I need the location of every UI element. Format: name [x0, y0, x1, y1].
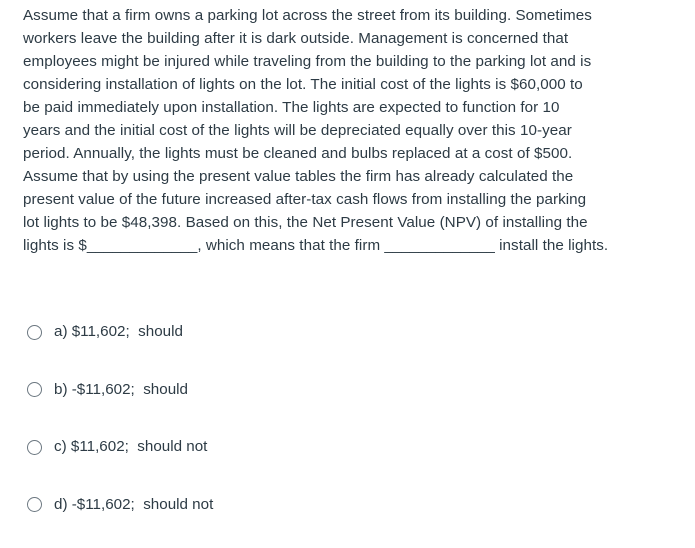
answer-label-a: a) $11,602; should	[54, 323, 183, 340]
question-line: years and the initial cost of the lights will be depreciated equally over this 10-year	[23, 122, 572, 139]
question-line: present value of the future increased after-tax cash flows from installing the parking	[23, 191, 587, 208]
radio-button-d[interactable]	[27, 497, 42, 512]
answer-option-b[interactable]	[27, 376, 213, 404]
answer-option-a[interactable]	[27, 318, 213, 346]
answer-label-c: c) $11,602; should not	[54, 438, 208, 455]
question-line: be paid immediately upon installation. The lights are expected to function for 10	[23, 99, 560, 116]
radio-button-b[interactable]	[27, 382, 42, 397]
question-line: Assume that by using the present value tables the firm has already calculated the	[23, 168, 574, 185]
question-line: considering installation of lights on the lot. The initial cost of the lights is $60,000 to	[23, 76, 583, 93]
answer-label-d: d) -$11,602; should not	[54, 495, 214, 513]
question-line: lot lights to be $48,398. Based on this, the Net Present Value (NPV) of installing the	[23, 214, 588, 231]
question-line: lights is $_____________, which means that the firm _____________ install the lights.	[23, 237, 609, 254]
question-line: Assume that a firm owns a parking lot across the street from its building. Sometimes	[23, 7, 592, 24]
answer-options	[27, 318, 213, 548]
answer-label-b: b) -$11,602; should	[54, 380, 188, 398]
radio-button-a[interactable]	[27, 325, 42, 340]
answer-option-c[interactable]	[27, 433, 213, 461]
answer-option-d[interactable]	[27, 491, 213, 519]
radio-button-c[interactable]	[27, 440, 42, 455]
question-line: period. Annually, the lights must be cleaned and bulbs replaced at a cost of $500.	[23, 145, 573, 162]
question-line: employees might be injured while traveling from the building to the parking lot and is	[23, 53, 592, 70]
question-text	[23, 4, 663, 257]
question-line: workers leave the building after it is dark outside. Management is concerned that	[23, 30, 569, 47]
